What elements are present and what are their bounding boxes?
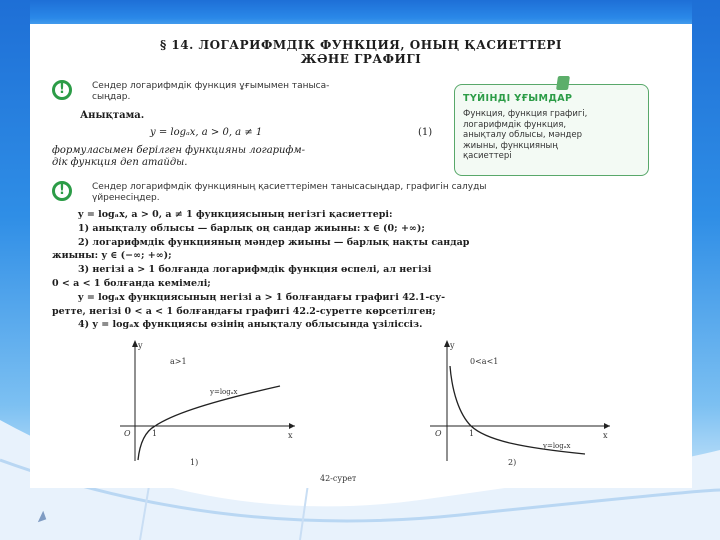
attention-icon: ! [52, 181, 72, 201]
textbook-page [30, 24, 692, 488]
key-line: анықталу облысы, мәндер [463, 130, 583, 140]
attention-icon: ! [52, 80, 72, 100]
key-line: Функция, функция графигі, [463, 109, 588, 119]
key-concepts-text [463, 109, 643, 162]
definition-label: Анықтама. [80, 110, 145, 121]
property-line: y = logₐx, a > 0, a ≠ 1 функциясының негізгі қасиеттері: [78, 209, 393, 220]
graph-increasing-log [110, 336, 300, 466]
intro-paragraph-1 [92, 81, 442, 103]
property-line: 4) y = logₐx функциясы өзінің анықталу облысында үзіліссіз. [78, 319, 423, 331]
def-line-2: дік функция деп атайды. [52, 157, 188, 168]
key-concepts-box [454, 84, 649, 176]
graph1-caption: 1) [190, 458, 199, 467]
one-tick-label: 1 [469, 429, 475, 438]
property-line: 1) анықталу облысы — барлық оң сандар жиыны: x ∈ (0; +∞); [78, 222, 425, 234]
log-curve-increasing [138, 386, 280, 460]
definition-text [52, 145, 452, 169]
one-tick-label: 1 [152, 429, 158, 438]
intro1-line-1: Сендер логарифмдік функция ұғымымен таныса- [92, 81, 330, 91]
key-concepts-title: ТҮЙІНДІ ҰҒЫМДАР [463, 93, 573, 104]
origin-label: O [435, 429, 442, 438]
properties-list [52, 208, 672, 332]
x-axis-arrow-icon [604, 423, 610, 429]
graph1-curve-label: y=logₐx [210, 388, 238, 396]
key-line: қасиеттері [463, 151, 512, 161]
x-axis-arrow-icon [289, 423, 295, 429]
def-line-1: формуласымен берілген функцияны логарифм- [52, 145, 305, 156]
y-axis-label: y [138, 341, 143, 350]
figure-caption: 42-сурет [320, 474, 357, 483]
book-icon [556, 76, 570, 90]
graph2-caption: 2) [508, 458, 517, 467]
property-line: 2) логарифмдік функцияның мәндер жиыны — барлық нақты сандар [78, 236, 470, 248]
y-axis-label: y [450, 341, 455, 350]
x-axis-label: x [603, 431, 608, 440]
property-line: 3) негізі a > 1 болғанда логарифмдік функция өспелі, ал негізі [78, 264, 432, 276]
intro1-line-2: сыңдар. [92, 92, 131, 102]
graph2-condition: 0<a<1 [470, 357, 499, 366]
origin-label: O [124, 429, 131, 438]
graph2-curve-label: y=logₐx [543, 442, 571, 450]
key-line: логарифмдік функция, [463, 119, 567, 130]
property-line: жиыны: y ∈ (−∞; +∞); [52, 250, 172, 262]
property-line: 0 < a < 1 болғанда кемімелі; [52, 277, 211, 289]
property-line: y = logₐx функциясының негізі a > 1 болғандағы графигі 42.1-су- [78, 291, 446, 303]
x-axis-label: x [288, 431, 293, 440]
definition-formula: y = logₐx, a > 0, a ≠ 1 [150, 127, 263, 138]
intro-paragraph-2 [92, 182, 682, 204]
intro2-line-2: үйренесіңдер. [92, 193, 160, 203]
section-title: § 14. ЛОГАРИФМДІК ФУНКЦИЯ, ОНЫҢ ҚАСИЕТТЕРІ [159, 38, 563, 52]
section-subtitle: ЖӘНЕ ГРАФИГІ [300, 52, 422, 66]
graph-decreasing-log [425, 336, 615, 466]
graph1-condition: a>1 [170, 357, 187, 366]
property-line: ретте, негізі 0 < a < 1 болғандағы графигі 42.2-суретте көрсетілген; [52, 305, 436, 317]
formula-number: (1) [418, 127, 433, 138]
key-line: жиыны, функцияның [463, 140, 558, 151]
intro2-line-1: Сендер логарифмдік функцияның қасиеттерімен танысасыңдар, графигін салуды [92, 182, 487, 192]
log-curve-decreasing [450, 366, 585, 454]
